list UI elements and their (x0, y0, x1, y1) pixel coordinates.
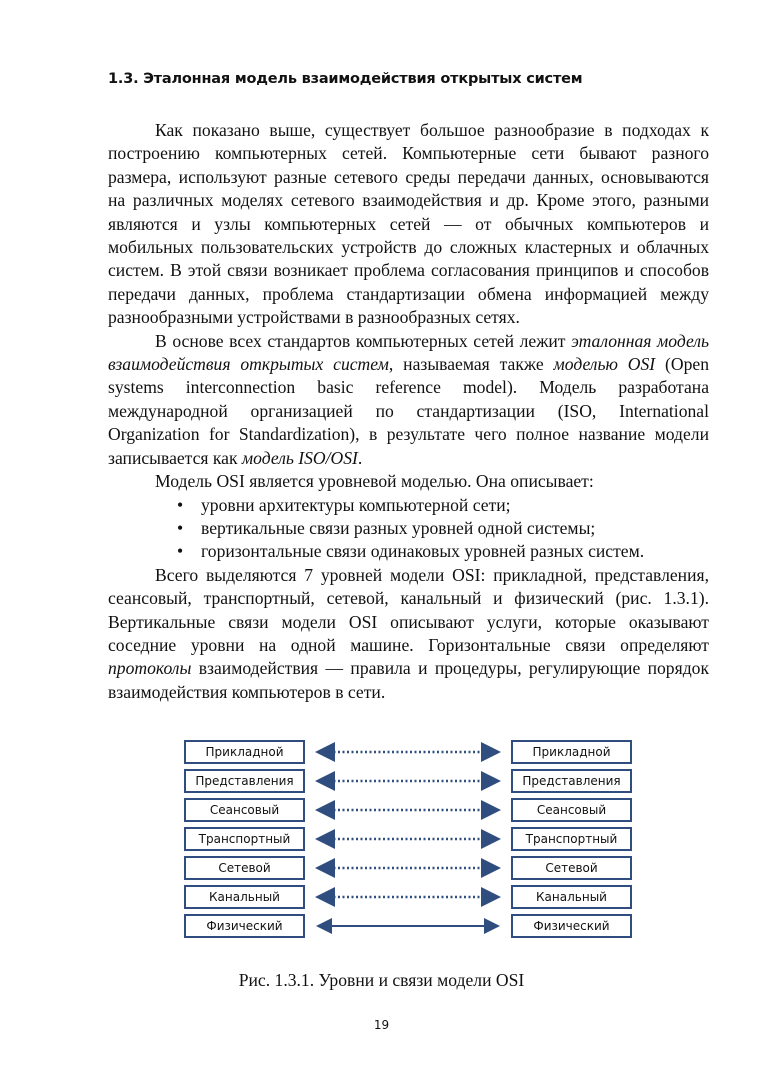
term-reference-model: эталонная модель взаимодействия открытых систем (108, 330, 709, 375)
left-layer-box: Сеансовый (184, 798, 305, 822)
right-layer-box: Прикладной (511, 740, 632, 764)
paragraph-2-text: , называемая также (388, 354, 554, 375)
paragraph-1: Как показано выше, существует большое разнообразие в подходах к построению компьютерных сетей. Компьютерные сети бывают разного размера, используют разные сетевого среды передачи данных, основываются на различных моделях сетевого взаимодействия и др. Кроме этого, разными являются и узлы компьютерных сетей — от обычных компьютеров и мобильных пользовательских устройств до сложных кластерных и облачных систем. В этой связи возникает проблема согласования принципов и способов передачи данных, проблема стандартизации обмена информацией между разнообразными устройствами в разнообразных сетях. (108, 120, 709, 328)
section-heading: 1.3. Эталонная модель взаимодействия открытых систем (108, 71, 583, 87)
bullet-list (108, 494, 709, 564)
right-layer-box: Представления (511, 769, 632, 793)
right-layer-box: Сетевой (511, 856, 632, 880)
paragraph-4-text: Всего выделяются 7 уровней модели OSI: прикладной, представления, сеансовый, транспортный, сетевой, канальный и физический (рис. 1.3.1). Вертикальные связи модели OSI описывают услуги, которые оказывают соседние уровни на одной машине. Горизонтальные связи определяют (108, 564, 709, 655)
left-layer-box: Физический (184, 914, 305, 938)
right-layer-box: Транспортный (511, 827, 632, 851)
paragraph-4 (108, 564, 709, 704)
figure-caption: Рис. 1.3.1. Уровни и связи модели OSI (238, 970, 525, 990)
paragraph-4-text: взаимодействия — правила и процедуры, регулирующие порядок взаимодействия компьютеров в сети. (108, 658, 709, 702)
bullet-icon: • (177, 517, 184, 538)
right-layer-box: Физический (511, 914, 632, 938)
left-layer-box: Канальный (184, 885, 305, 909)
body-text (108, 119, 709, 704)
paragraph-2-text: В основе всех стандартов компьютерных сетей лежит (155, 330, 572, 351)
right-layer-box: Сеансовый (511, 798, 632, 822)
left-layer-box: Сетевой (184, 856, 305, 880)
list-item-text: горизонтальные связи одинаковых уровней разных систем. (201, 541, 645, 562)
term-protocols: протоколы (108, 658, 192, 679)
left-layer-box: Прикладной (184, 740, 305, 764)
list-item (108, 540, 709, 563)
term-osi-model: моделью OSI (553, 354, 656, 375)
osi-diagram (184, 738, 639, 948)
left-layer-box: Транспортный (184, 827, 305, 851)
page-number: 19 (373, 1018, 390, 1032)
left-layer-box: Представления (184, 769, 305, 793)
right-layer-box: Канальный (511, 885, 632, 909)
paragraph-2-text: (Open systems interconnection basic reference model). Модель разработана международной организацией по стандартизации (ISO, International Organization for Standardization), в результате чего полное название модели записывается как (108, 354, 709, 468)
paragraph-3: Модель OSI является уровневой моделью. Она описывает: (155, 471, 594, 492)
bullet-icon: • (177, 541, 184, 562)
list-item-text: уровни архитектуры компьютерной сети; (201, 494, 511, 515)
paragraph-2-text: . (357, 447, 363, 468)
paragraph-2 (108, 330, 709, 470)
term-iso-osi-model: модель ISO/OSI (241, 447, 358, 468)
list-item-text: вертикальные связи разных уровней одной системы; (201, 517, 596, 538)
bullet-icon: • (177, 494, 184, 515)
list-item (108, 517, 709, 540)
list-item (108, 494, 709, 517)
